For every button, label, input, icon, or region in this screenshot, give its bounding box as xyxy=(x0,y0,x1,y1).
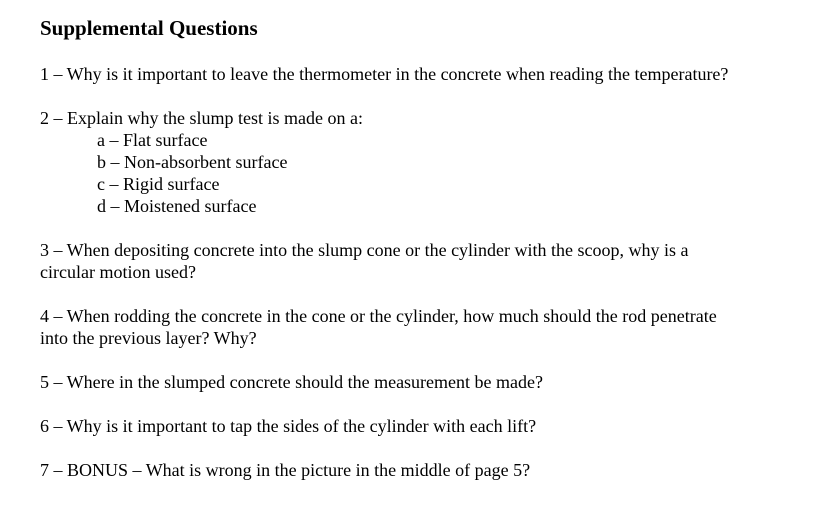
question-2-item-b: b – Non-absorbent surface xyxy=(97,152,288,172)
question-2-item-d: d – Moistened surface xyxy=(97,196,257,216)
question-3-line-2: circular motion used? xyxy=(40,262,196,282)
question-4-line-1: 4 – When rodding the concrete in the cone or the cylinder, how much should the rod penetrate xyxy=(40,306,717,326)
question-4-line-2: into the previous layer? Why? xyxy=(40,328,257,348)
question-2: 2 – Explain why the slump test is made on a: xyxy=(40,108,363,128)
question-6: 6 – Why is it important to tap the sides of the cylinder with each lift? xyxy=(40,416,537,436)
question-3-line-1: 3 – When depositing concrete into the slump cone or the cylinder with the scoop, why is a xyxy=(40,240,689,260)
page-title: Supplemental Questions xyxy=(40,16,258,40)
question-2-item-a: a – Flat surface xyxy=(97,130,208,150)
question-2-item-c: c – Rigid surface xyxy=(97,174,220,194)
question-1: 1 – Why is it important to leave the thermometer in the concrete when reading the temperature? xyxy=(40,64,729,84)
question-7-bonus: 7 – BONUS – What is wrong in the picture in the middle of page 5? xyxy=(40,460,531,480)
question-5: 5 – Where in the slumped concrete should the measurement be made? xyxy=(40,372,543,392)
